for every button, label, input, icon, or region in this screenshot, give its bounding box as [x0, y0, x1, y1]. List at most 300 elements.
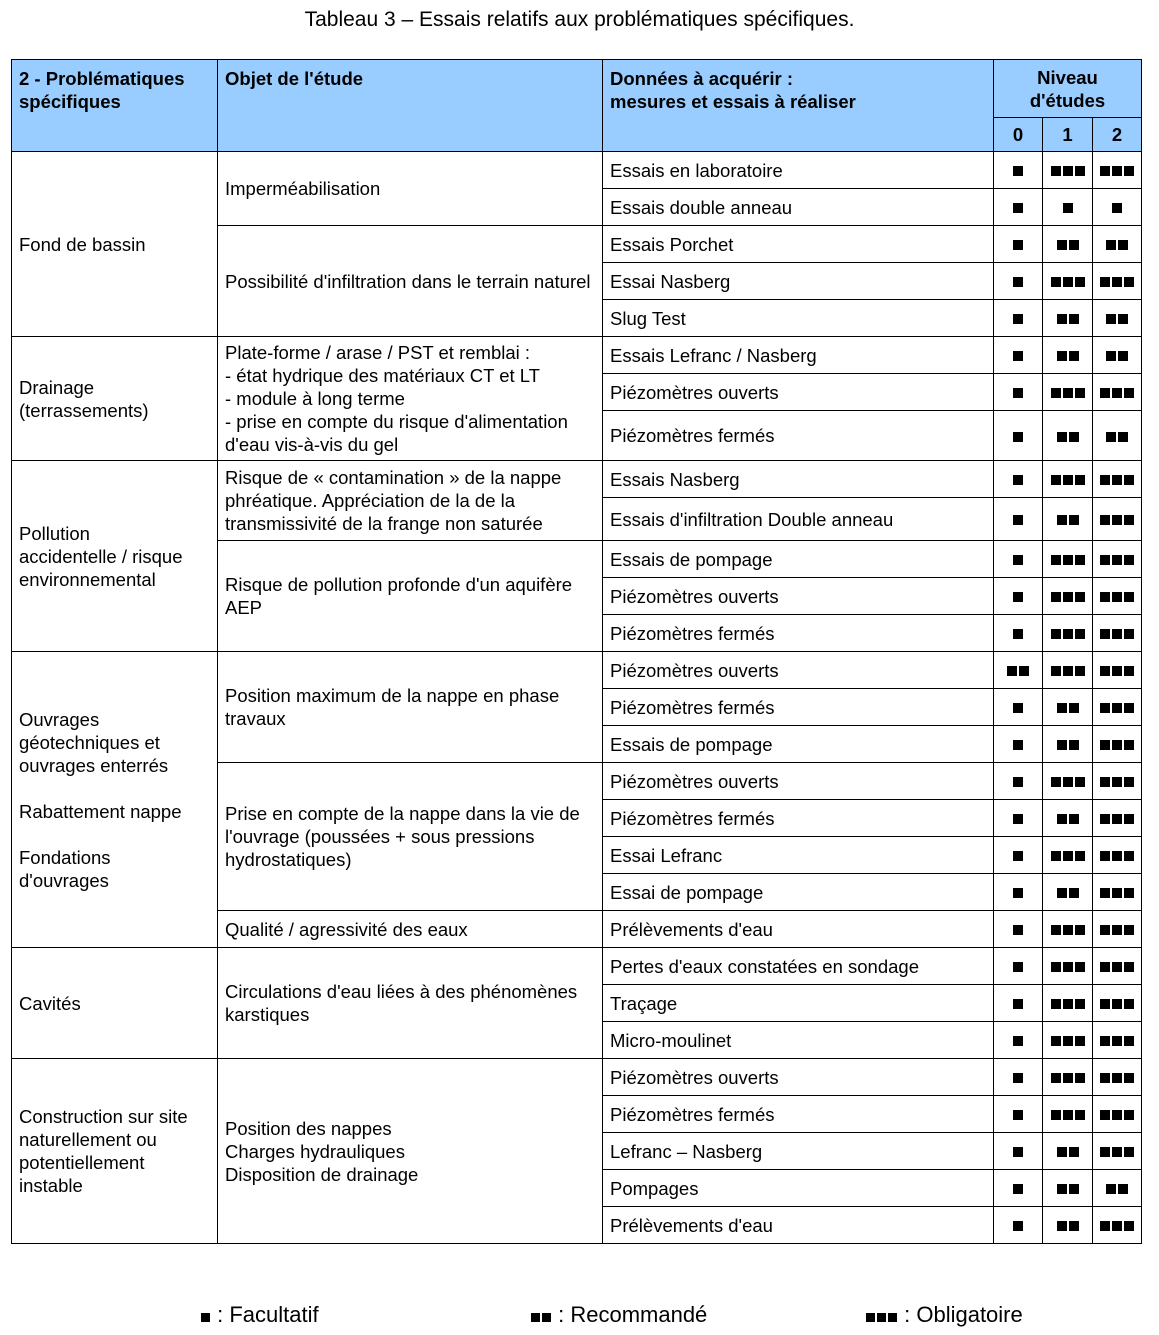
square-icon: [1013, 592, 1023, 602]
level-1-marker: [1043, 911, 1093, 948]
level-1-marker: [1043, 226, 1093, 263]
objet-cell: Position maximum de la nappe en phase travaux: [218, 652, 603, 763]
square-icon: [1013, 962, 1023, 972]
objet-cell: Prise en compte de la nappe dans la vie de l'ouvrage (poussées + sous pressions hydrostatiques): [218, 763, 603, 911]
square-icon: [1057, 515, 1067, 525]
square-icon: [1075, 999, 1085, 1009]
square-icon: [1075, 925, 1085, 935]
square-icon: [1112, 592, 1122, 602]
objet-cell: Imperméabilisation: [218, 152, 603, 226]
square-icon: [1069, 1147, 1079, 1157]
square-icon: [1057, 351, 1067, 361]
square-icon: [1063, 555, 1073, 565]
legend-separator: :: [211, 1302, 230, 1327]
level-1-marker: [1043, 1133, 1093, 1170]
square-icon: [1075, 666, 1085, 676]
square-icon: [1069, 888, 1079, 898]
square-icon: [1124, 388, 1134, 398]
square-icon: [1075, 166, 1085, 176]
square-icon: [1106, 1184, 1116, 1194]
objet-cell: Plate-forme / arase / PST et remblai : - état hydrique des matériaux CT et LT - module à long terme - prise en compte du risque d'alimentation d'eau vis-à-vis du gel: [218, 337, 603, 461]
square-icon: [1057, 740, 1067, 750]
square-icon: [1057, 240, 1067, 250]
level-0-marker: [994, 152, 1043, 189]
square-icon: [1013, 703, 1023, 713]
square-icon: [1112, 203, 1122, 213]
level-2-marker: [1093, 226, 1142, 263]
test-name-cell: Essais Nasberg: [603, 461, 994, 498]
level-1-marker: [1043, 498, 1093, 541]
level-2-marker: [1093, 263, 1142, 300]
square-icon: [1075, 1036, 1085, 1046]
square-icon: [1124, 475, 1134, 485]
level-0-marker: [994, 1207, 1043, 1244]
square-icon: [1013, 240, 1023, 250]
level-0-marker: [994, 498, 1043, 541]
square-icon: [1051, 388, 1061, 398]
square-icon: [1124, 166, 1134, 176]
square-icon: [1069, 240, 1079, 250]
square-icon: [1051, 166, 1061, 176]
square-icon: [1069, 703, 1079, 713]
square-icon: [1057, 432, 1067, 442]
square-icon: [1051, 1110, 1061, 1120]
square-icon: [1124, 1036, 1134, 1046]
square-icon: [1112, 666, 1122, 676]
square-icon: [1106, 432, 1116, 442]
square-icon: [1118, 432, 1128, 442]
square-icon: [1013, 314, 1023, 324]
level-1-marker: [1043, 800, 1093, 837]
square-icon: [1063, 277, 1073, 287]
square-icon: [1100, 515, 1110, 525]
level-0-marker: [994, 374, 1043, 411]
square-icon: [1124, 703, 1134, 713]
level-0-marker: [994, 411, 1043, 461]
square-icon: [1124, 1110, 1134, 1120]
test-name-cell: Micro-moulinet: [603, 1022, 994, 1059]
square-icon: [1100, 814, 1110, 824]
square-icon: [1063, 1073, 1073, 1083]
square-icon: [1112, 515, 1122, 525]
square-icon: [1100, 1110, 1110, 1120]
level-0-marker: [994, 800, 1043, 837]
level-0-marker: [994, 874, 1043, 911]
square-icon: [1100, 388, 1110, 398]
square-icon: [1013, 1184, 1023, 1194]
square-icon: [1019, 666, 1029, 676]
test-name-cell: Pertes d'eaux constatées en sondage: [603, 948, 994, 985]
square-icon: [1013, 777, 1023, 787]
square-icon: [1057, 1147, 1067, 1157]
square-icon: [1124, 1147, 1134, 1157]
square-icon: [1112, 555, 1122, 565]
square-icon: [1118, 351, 1128, 361]
square-icon: [1013, 351, 1023, 361]
header-level-2: 2: [1093, 118, 1142, 152]
level-0-marker: [994, 948, 1043, 985]
header-level-1: 1: [1043, 118, 1093, 152]
test-name-cell: Piézomètres ouverts: [603, 578, 994, 615]
level-0-marker: [994, 578, 1043, 615]
square-icon: [1069, 351, 1079, 361]
square-icon: [866, 1313, 875, 1322]
square-icon: [1124, 277, 1134, 287]
table-row: [12, 652, 1142, 689]
problematique-cell: Ouvrages géotechniques et ouvrages enterrés Rabattement nappe Fondations d'ouvrages: [12, 652, 218, 948]
level-0-marker: [994, 1096, 1043, 1133]
level-2-marker: [1093, 1207, 1142, 1244]
level-0-marker: [994, 541, 1043, 578]
level-1-marker: [1043, 615, 1093, 652]
square-icon: [1124, 777, 1134, 787]
square-icon: [1013, 388, 1023, 398]
square-icon: [1100, 703, 1110, 713]
square-icon: [1063, 962, 1073, 972]
square-icon: [1112, 1036, 1122, 1046]
level-1-marker: [1043, 985, 1093, 1022]
square-icon: [1063, 1036, 1073, 1046]
level-2-marker: [1093, 411, 1142, 461]
level-0-marker: [994, 615, 1043, 652]
square-icon: [1106, 240, 1116, 250]
square-icon: [1069, 515, 1079, 525]
header-niveau: Niveau d'études: [994, 60, 1142, 118]
square-icon: [1013, 851, 1023, 861]
square-icon: [1057, 888, 1067, 898]
level-1-marker: [1043, 837, 1093, 874]
level-1-marker: [1043, 1059, 1093, 1096]
square-icon: [201, 1313, 210, 1322]
test-name-cell: Pompages: [603, 1170, 994, 1207]
square-icon: [1100, 555, 1110, 565]
square-icon: [1075, 777, 1085, 787]
level-2-marker: [1093, 874, 1142, 911]
square-icon: [1118, 240, 1128, 250]
level-1-marker: [1043, 189, 1093, 226]
problematique-cell: Drainage (terrassements): [12, 337, 218, 461]
square-icon: [1051, 962, 1061, 972]
square-icon: [1051, 999, 1061, 1009]
square-icon: [1112, 475, 1122, 485]
square-icon: [1063, 166, 1073, 176]
legend-label: Facultatif: [229, 1302, 319, 1327]
objet-cell: Qualité / agressivité des eaux: [218, 911, 603, 948]
square-icon: [1069, 1184, 1079, 1194]
square-icon: [1100, 999, 1110, 1009]
square-icon: [1118, 314, 1128, 324]
objet-cell: Risque de pollution profonde d'un aquifère AEP: [218, 541, 603, 652]
header-objet: Objet de l'étude: [218, 60, 603, 152]
square-icon: [1051, 475, 1061, 485]
square-icon: [1069, 740, 1079, 750]
test-name-cell: Essais d'infiltration Double anneau: [603, 498, 994, 541]
square-icon: [1063, 203, 1073, 213]
square-icon: [1013, 166, 1023, 176]
square-icon: [1112, 814, 1122, 824]
problematique-cell: Pollution accidentelle / risque environnemental: [12, 461, 218, 652]
square-icon: [1112, 629, 1122, 639]
problematique-cell: Construction sur site naturellement ou potentiellement instable: [12, 1059, 218, 1244]
square-icon: [1013, 1036, 1023, 1046]
square-icon: [1100, 888, 1110, 898]
square-icon: [1063, 388, 1073, 398]
level-0-marker: [994, 911, 1043, 948]
square-icon: [1100, 277, 1110, 287]
square-icon: [1013, 203, 1023, 213]
level-0-marker: [994, 300, 1043, 337]
level-0-marker: [994, 985, 1043, 1022]
square-icon: [1112, 1221, 1122, 1231]
square-icon: [1051, 629, 1061, 639]
level-2-marker: [1093, 837, 1142, 874]
tests-table: [11, 59, 1142, 1244]
square-icon: [1063, 475, 1073, 485]
square-icon: [1118, 1184, 1128, 1194]
square-icon: [1112, 1073, 1122, 1083]
square-icon: [1075, 592, 1085, 602]
square-icon: [1100, 666, 1110, 676]
square-icon: [1063, 1110, 1073, 1120]
square-icon: [1124, 925, 1134, 935]
square-icon: [1013, 814, 1023, 824]
square-icon: [1124, 740, 1134, 750]
square-icon: [1057, 703, 1067, 713]
problematique-cell: Cavités: [12, 948, 218, 1059]
test-name-cell: Essais Lefranc / Nasberg: [603, 337, 994, 374]
square-icon: [1112, 888, 1122, 898]
square-icon: [1100, 925, 1110, 935]
square-icon: [1124, 555, 1134, 565]
square-icon: [1112, 703, 1122, 713]
level-2-marker: [1093, 985, 1142, 1022]
square-icon: [1100, 1221, 1110, 1231]
level-0-marker: [994, 726, 1043, 763]
test-name-cell: Piézomètres ouverts: [603, 652, 994, 689]
level-1-marker: [1043, 726, 1093, 763]
test-name-cell: Essai Lefranc: [603, 837, 994, 874]
test-name-cell: Essais double anneau: [603, 189, 994, 226]
square-icon: [1075, 277, 1085, 287]
level-1-marker: [1043, 263, 1093, 300]
square-icon: [1069, 814, 1079, 824]
square-icon: [1075, 1073, 1085, 1083]
square-icon: [1075, 629, 1085, 639]
square-icon: [1124, 888, 1134, 898]
test-name-cell: Essais Porchet: [603, 226, 994, 263]
table-row: [12, 948, 1142, 985]
level-0-marker: [994, 461, 1043, 498]
test-name-cell: Prélèvements d'eau: [603, 1207, 994, 1244]
table-body: [12, 152, 1142, 1244]
level-2-marker: [1093, 578, 1142, 615]
square-icon: [1063, 777, 1073, 787]
square-icon: [1063, 666, 1073, 676]
level-1-marker: [1043, 652, 1093, 689]
square-icon: [1013, 999, 1023, 1009]
square-icon: [1057, 1221, 1067, 1231]
level-2-marker: [1093, 498, 1142, 541]
test-name-cell: Essais de pompage: [603, 541, 994, 578]
square-icon: [1124, 962, 1134, 972]
square-icon: [1013, 740, 1023, 750]
square-icon: [1112, 925, 1122, 935]
square-icon: [1013, 629, 1023, 639]
square-icon: [1075, 962, 1085, 972]
square-icon: [1063, 851, 1073, 861]
square-icon: [1013, 277, 1023, 287]
square-icon: [1069, 314, 1079, 324]
square-icon: [1063, 925, 1073, 935]
square-icon: [1051, 925, 1061, 935]
table-row: [12, 152, 1142, 189]
level-1-marker: [1043, 374, 1093, 411]
legend-label: Obligatoire: [916, 1302, 1023, 1327]
square-icon: [1013, 1110, 1023, 1120]
objet-cell: Possibilité d'infiltration dans le terrain naturel: [218, 226, 603, 337]
level-2-marker: [1093, 763, 1142, 800]
level-1-marker: [1043, 541, 1093, 578]
square-icon: [1051, 1073, 1061, 1083]
objet-cell: Circulations d'eau liées à des phénomènes karstiques: [218, 948, 603, 1059]
test-name-cell: Prélèvements d'eau: [603, 911, 994, 948]
square-icon: [1075, 475, 1085, 485]
level-2-marker: [1093, 1170, 1142, 1207]
test-name-cell: Piézomètres ouverts: [603, 374, 994, 411]
square-icon: [1124, 1221, 1134, 1231]
level-2-marker: [1093, 461, 1142, 498]
square-icon: [1124, 515, 1134, 525]
level-2-marker: [1093, 189, 1142, 226]
level-0-marker: [994, 226, 1043, 263]
square-icon: [1013, 1073, 1023, 1083]
square-icon: [1057, 314, 1067, 324]
square-icon: [1100, 166, 1110, 176]
square-icon: [877, 1313, 886, 1322]
level-2-marker: [1093, 337, 1142, 374]
level-2-marker: [1093, 1022, 1142, 1059]
square-icon: [1106, 351, 1116, 361]
level-1-marker: [1043, 578, 1093, 615]
square-icon: [1075, 1110, 1085, 1120]
legend-separator: :: [552, 1302, 571, 1327]
level-1-marker: [1043, 461, 1093, 498]
square-icon: [1112, 1147, 1122, 1157]
square-icon: [1013, 432, 1023, 442]
test-name-cell: Essais de pompage: [603, 726, 994, 763]
square-icon: [1112, 999, 1122, 1009]
level-2-marker: [1093, 689, 1142, 726]
level-1-marker: [1043, 152, 1093, 189]
level-0-marker: [994, 263, 1043, 300]
level-0-marker: [994, 763, 1043, 800]
square-icon: [1100, 629, 1110, 639]
square-icon: [1100, 777, 1110, 787]
problematique-cell: Fond de bassin: [12, 152, 218, 337]
level-2-marker: [1093, 541, 1142, 578]
level-2-marker: [1093, 300, 1142, 337]
square-icon: [1124, 814, 1134, 824]
square-icon: [1075, 555, 1085, 565]
square-icon: [1112, 1110, 1122, 1120]
test-name-cell: Slug Test: [603, 300, 994, 337]
table-caption: Tableau 3 – Essais relatifs aux problématiques spécifiques.: [304, 8, 855, 31]
square-icon: [1063, 629, 1073, 639]
square-icon: [1007, 666, 1017, 676]
test-name-cell: Essai Nasberg: [603, 263, 994, 300]
square-icon: [1063, 999, 1073, 1009]
level-1-marker: [1043, 1022, 1093, 1059]
test-name-cell: Piézomètres fermés: [603, 1096, 994, 1133]
square-icon: [1100, 1147, 1110, 1157]
square-icon: [1013, 475, 1023, 485]
level-1-marker: [1043, 689, 1093, 726]
test-name-cell: Essai de pompage: [603, 874, 994, 911]
square-icon: [1100, 851, 1110, 861]
level-1-marker: [1043, 300, 1093, 337]
objet-cell: Risque de « contamination » de la nappe phréatique. Appréciation de la de la transmissivité de la frange non saturée: [218, 461, 603, 541]
table-row: [12, 461, 1142, 498]
header-level-0: 0: [994, 118, 1043, 152]
level-1-marker: [1043, 1207, 1093, 1244]
objet-cell: Position des nappes Charges hydrauliques Disposition de drainage: [218, 1059, 603, 1244]
level-1-marker: [1043, 1096, 1093, 1133]
legend-label: Recommandé: [570, 1302, 708, 1327]
legend-item: [865, 1300, 1023, 1331]
level-2-marker: [1093, 374, 1142, 411]
level-0-marker: [994, 1170, 1043, 1207]
square-icon: [1112, 777, 1122, 787]
square-icon: [1013, 1221, 1023, 1231]
level-2-marker: [1093, 652, 1142, 689]
square-icon: [1013, 1147, 1023, 1157]
legend-symbol: [530, 1301, 552, 1331]
square-icon: [1051, 851, 1061, 861]
test-name-cell: Piézomètres fermés: [603, 615, 994, 652]
level-1-marker: [1043, 1170, 1093, 1207]
level-2-marker: [1093, 948, 1142, 985]
level-0-marker: [994, 652, 1043, 689]
legend-symbol: [200, 1301, 211, 1331]
square-icon: [531, 1313, 540, 1322]
square-icon: [1100, 592, 1110, 602]
legend-item: [530, 1300, 707, 1331]
test-name-cell: Piézomètres ouverts: [603, 1059, 994, 1096]
square-icon: [1013, 888, 1023, 898]
square-icon: [1100, 740, 1110, 750]
square-icon: [1051, 555, 1061, 565]
test-name-cell: Traçage: [603, 985, 994, 1022]
level-2-marker: [1093, 152, 1142, 189]
header-problematiques: 2 - Problématiques spécifiques: [12, 60, 218, 152]
square-icon: [1057, 814, 1067, 824]
square-icon: [1112, 166, 1122, 176]
square-icon: [1124, 851, 1134, 861]
square-icon: [1124, 592, 1134, 602]
level-2-marker: [1093, 1096, 1142, 1133]
square-icon: [1013, 555, 1023, 565]
square-icon: [1063, 592, 1073, 602]
level-2-marker: [1093, 1133, 1142, 1170]
square-icon: [1124, 666, 1134, 676]
level-1-marker: [1043, 337, 1093, 374]
square-icon: [1124, 629, 1134, 639]
level-1-marker: [1043, 874, 1093, 911]
square-icon: [1100, 962, 1110, 972]
square-icon: [1100, 475, 1110, 485]
level-2-marker: [1093, 615, 1142, 652]
square-icon: [1100, 1073, 1110, 1083]
